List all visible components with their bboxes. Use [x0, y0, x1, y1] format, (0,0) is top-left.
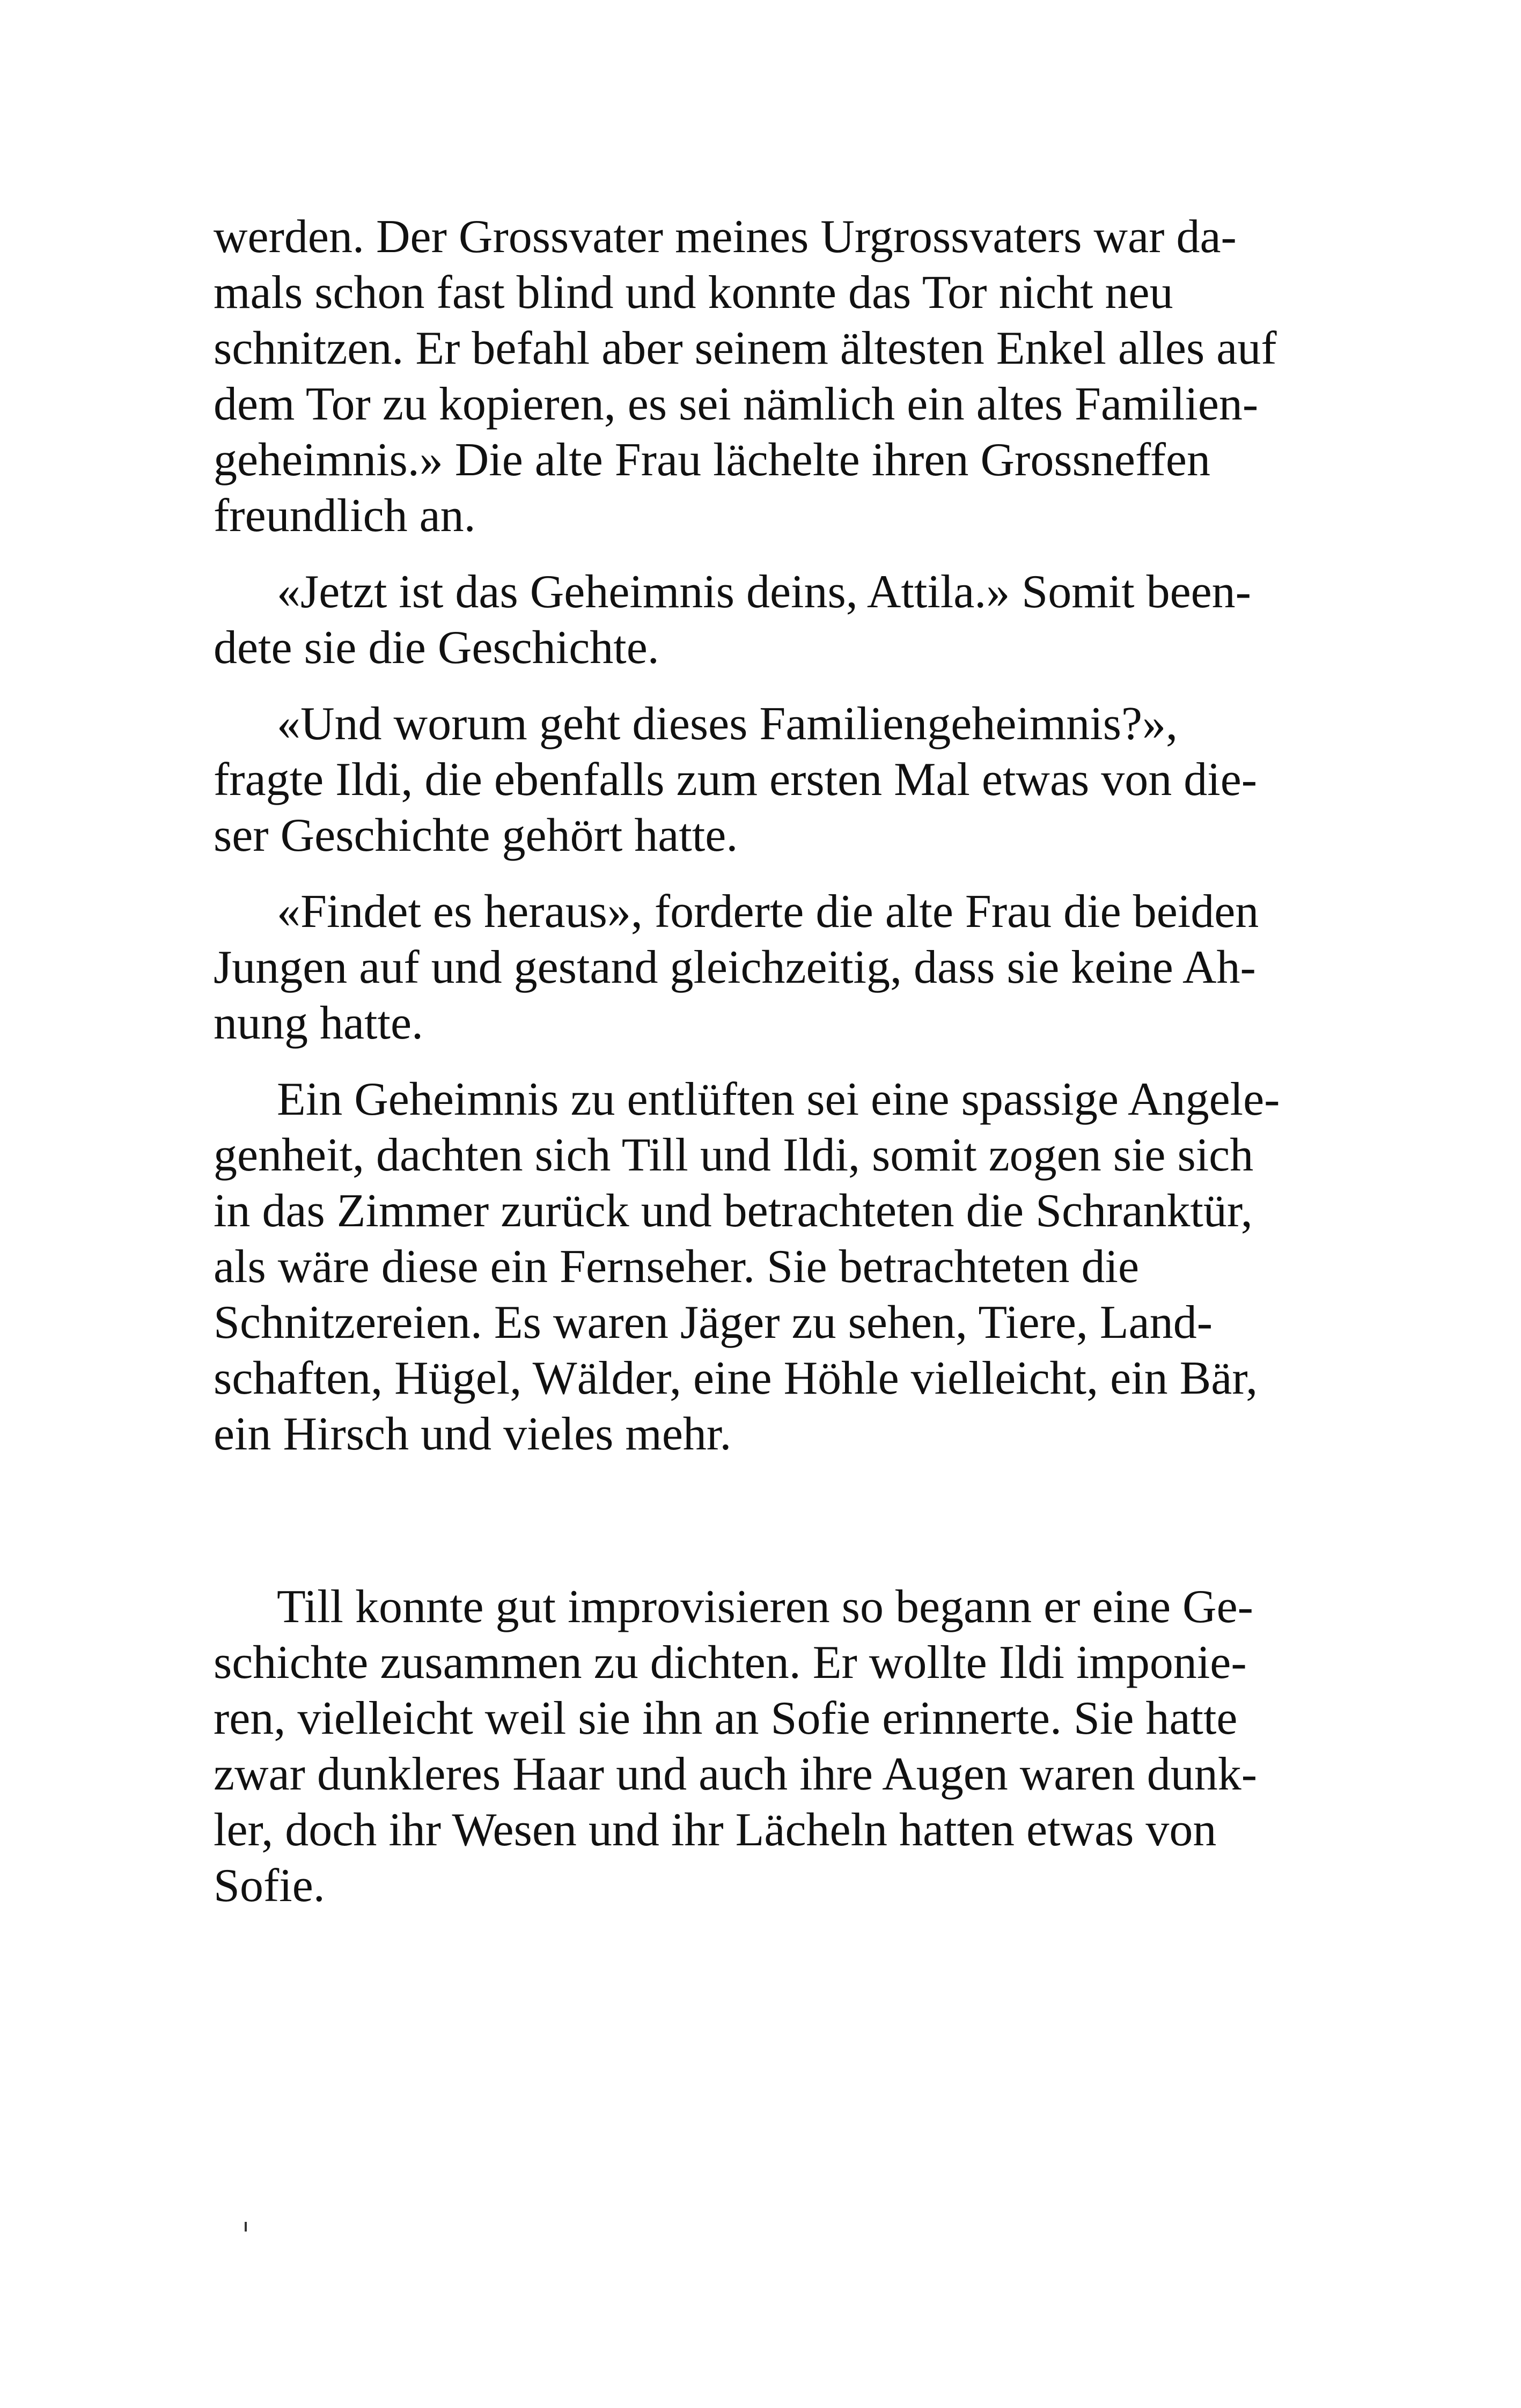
text-line: ren, vielleicht weil sie ihn an Sofie erinnerte. Sie hatte: [214, 1692, 1238, 1744]
text-line: schaften, Hügel, Wälder, eine Höhle vielleicht, ein Bär,: [214, 1352, 1258, 1404]
paragraph-2: [214, 564, 1313, 676]
body-text: [214, 209, 1313, 1934]
text-line: Schnitzereien. Es waren Jäger zu sehen, Tiere, Land-: [214, 1297, 1213, 1349]
text-line: schnitzen. Er befahl aber seinem ältesten Enkel alles auf: [214, 322, 1277, 374]
text-line: Ein Geheimnis zu entlüften sei eine spassige Angele-: [277, 1073, 1280, 1125]
text-line: ein Hirsch und vieles mehr.: [214, 1408, 732, 1460]
text-line: schichte zusammen zu dichten. Er wollte Ildi imponie-: [214, 1637, 1247, 1689]
text-line: nung hatte.: [214, 997, 424, 1049]
paragraph-4: [214, 884, 1313, 1051]
text-line: dete sie die Geschichte.: [214, 622, 659, 674]
text-line: geheimnis.» Die alte Frau lächelte ihren Grossneffen: [214, 434, 1210, 486]
text-line: Sofie.: [214, 1860, 325, 1912]
text-line: ler, doch ihr Wesen und ihr Lächeln hatten etwas von: [214, 1804, 1217, 1856]
paragraph-5: [214, 1072, 1313, 1462]
paragraph-1: [214, 209, 1313, 544]
section-break: [214, 1483, 1313, 1579]
text-line: zwar dunkleres Haar und auch ihre Augen waren dunk-: [214, 1748, 1258, 1800]
text-line: als wäre diese ein Fernseher. Sie betrachteten die: [214, 1241, 1140, 1293]
text-line: Jungen auf und gestand gleichzeitig, dass sie keine Ah-: [214, 941, 1256, 993]
text-line: «Findet es heraus», forderte die alte Frau die beiden: [277, 886, 1259, 938]
paragraph-3: [214, 696, 1313, 864]
text-line: ser Geschichte gehört hatte.: [214, 809, 738, 861]
text-line: «Jetzt ist das Geheimnis deins, Attila.» Somit been-: [277, 566, 1251, 618]
text-line: freundlich an.: [214, 490, 476, 542]
text-line: fragte Ildi, die ebenfalls zum ersten Mal etwas von die-: [214, 754, 1258, 806]
text-line: Till konnte gut improvisieren so begann er eine Ge-: [277, 1581, 1253, 1633]
text-line: werden. Der Grossvater meines Urgrossvaters war da-: [214, 211, 1237, 263]
stray-mark: [245, 2222, 247, 2232]
text-line: genheit, dachten sich Till und Ildi, somit zogen sie sich: [214, 1129, 1254, 1181]
text-line: dem Tor zu kopieren, es sei nämlich ein altes Familien-: [214, 378, 1259, 430]
text-line: «Und worum geht dieses Familiengeheimnis?»,: [277, 698, 1178, 750]
text-line: in das Zimmer zurück und betrachteten die Schranktür,: [214, 1185, 1253, 1237]
text-line: mals schon fast blind und konnte das Tor nicht neu: [214, 267, 1173, 319]
paragraph-6: [214, 1579, 1313, 1914]
